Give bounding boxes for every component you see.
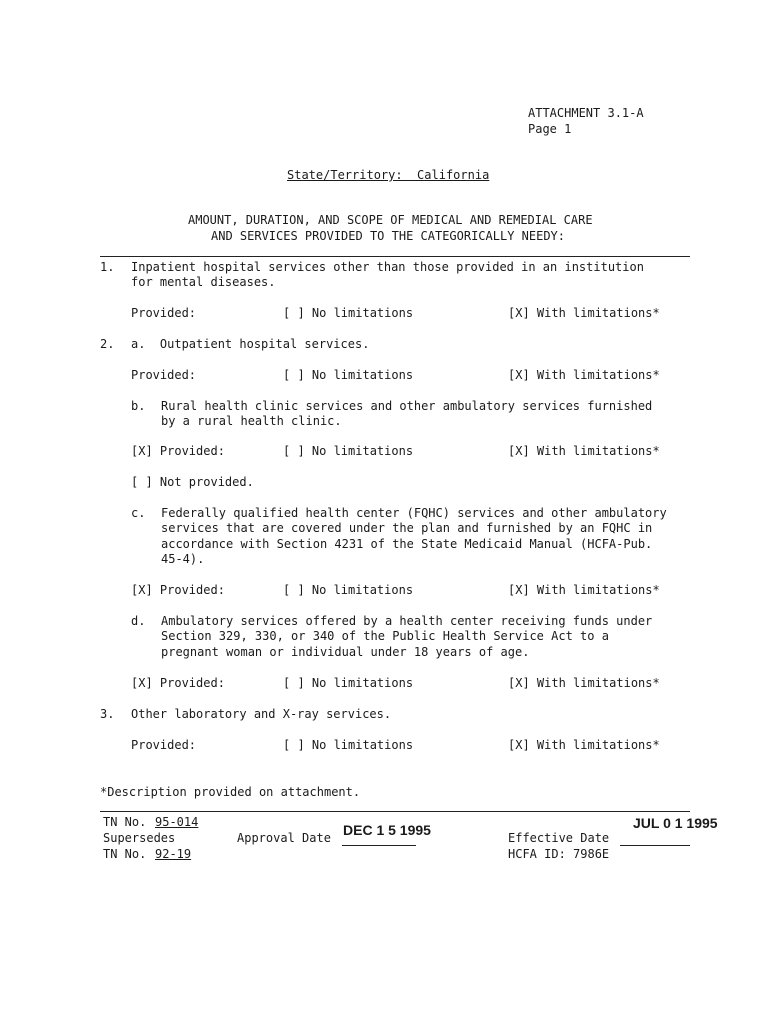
- item2d-text-line1: Ambulatory services offered by a health center receiving funds under: [161, 614, 653, 628]
- title-rule: [100, 256, 690, 257]
- item1-with-limitations: [X] With limitations*: [508, 306, 660, 320]
- approval-date-stamp: DEC 1 5 1995: [343, 822, 431, 838]
- tn2-label: TN No.: [103, 847, 147, 861]
- hcfa-id: HCFA ID: 7986E: [508, 847, 610, 861]
- item1-text-line2: for mental diseases.: [131, 275, 276, 289]
- item2a-with-limitations: [X] With limitations*: [508, 368, 660, 382]
- item2d-label: d.: [131, 614, 146, 628]
- item2d-text-line3: pregnant woman or individual under 18 years of age.: [161, 645, 530, 659]
- state-territory: State/Territory: California: [287, 168, 490, 182]
- item2d-provided: [X] Provided:: [131, 676, 225, 690]
- item2b-provided: [X] Provided:: [131, 444, 225, 458]
- item2d-text-line2: Section 329, 330, or 340 of the Public Health Service Act to a: [161, 629, 609, 643]
- item2-number: 2.: [100, 337, 115, 351]
- item3-number: 3.: [100, 707, 115, 721]
- approval-date-label: Approval Date: [237, 831, 331, 845]
- effective-date-line: [620, 845, 690, 846]
- document-title-line2: AND SERVICES PROVIDED TO THE CATEGORICALLY NEEDY:: [211, 229, 566, 243]
- supersedes-label: Supersedes: [103, 831, 176, 845]
- item2c-label: c.: [131, 506, 146, 520]
- item2c-no-limitations: [ ] No limitations: [283, 583, 414, 597]
- approval-date-line: [342, 845, 416, 846]
- document-title-line1: AMOUNT, DURATION, AND SCOPE OF MEDICAL AND REMEDIAL CARE: [188, 213, 593, 227]
- effective-date-label: Effective Date: [508, 831, 610, 845]
- item2c-provided: [X] Provided:: [131, 583, 225, 597]
- item1-number: 1.: [100, 260, 115, 274]
- page-number: Page 1: [528, 122, 572, 136]
- tn-label: TN No.: [103, 815, 147, 829]
- item2a-text: a. Outpatient hospital services.: [131, 337, 370, 351]
- item2b-text-line1: Rural health clinic services and other ambulatory services furnished: [161, 399, 653, 413]
- item3-no-limitations: [ ] No limitations: [283, 738, 414, 752]
- item2c-text-line2: services that are covered under the plan and furnished by an FQHC in: [161, 521, 653, 535]
- item3-provided: Provided:: [131, 738, 197, 752]
- item2c-with-limitations: [X] With limitations*: [508, 583, 660, 597]
- tn-number: 95-014: [155, 815, 199, 829]
- item1-text-line1: Inpatient hospital services other than those provided in an institution: [131, 260, 644, 274]
- item2b-text-line2: by a rural health clinic.: [161, 414, 342, 428]
- item2d-no-limitations: [ ] No limitations: [283, 676, 414, 690]
- footer-rule: [100, 811, 690, 812]
- item1-provided: Provided:: [131, 306, 197, 320]
- item2c-text-line1: Federally qualified health center (FQHC) services and other ambulatory: [161, 506, 667, 520]
- item2c-text-line3: accordance with Section 4231 of the State Medicaid Manual (HCFA-Pub.: [161, 537, 653, 551]
- item2a-no-limitations: [ ] No limitations: [283, 368, 414, 382]
- item3-with-limitations: [X] With limitations*: [508, 738, 660, 752]
- tn2-number: 92-19: [155, 847, 192, 861]
- item2d-with-limitations: [X] With limitations*: [508, 676, 660, 690]
- attachment-label: ATTACHMENT 3.1-A: [528, 106, 644, 120]
- effective-date-stamp: JUL 0 1 1995: [633, 815, 718, 831]
- item2b-not-provided: [ ] Not provided.: [131, 475, 254, 489]
- item2a-provided: Provided:: [131, 368, 197, 382]
- item2b-with-limitations: [X] With limitations*: [508, 444, 660, 458]
- item2b-label: b.: [131, 399, 146, 413]
- item3-text: Other laboratory and X-ray services.: [131, 707, 392, 721]
- item2b-no-limitations: [ ] No limitations: [283, 444, 414, 458]
- footnote: *Description provided on attachment.: [100, 785, 361, 799]
- item2c-text-line4: 45-4).: [161, 552, 205, 566]
- item1-no-limitations: [ ] No limitations: [283, 306, 414, 320]
